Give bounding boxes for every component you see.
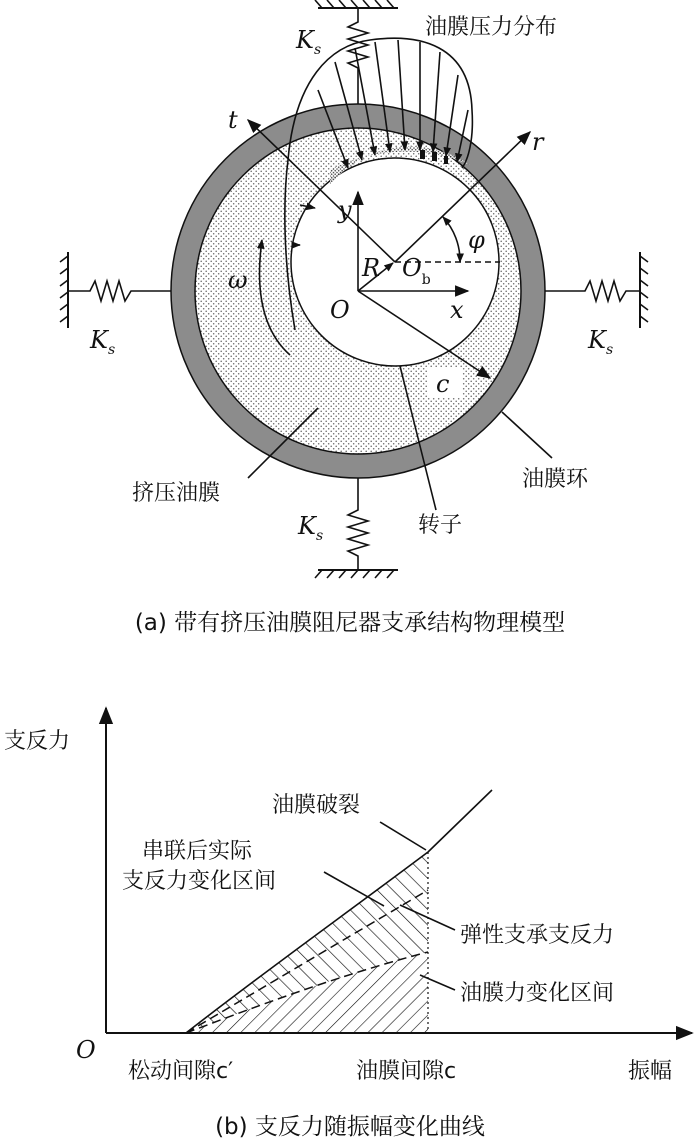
caption-b: (b) 支反力随振幅变化曲线 <box>215 1114 485 1140</box>
bottom-spring <box>315 478 398 578</box>
spring-label-bottom: $K_s$ <box>298 512 324 544</box>
clearance-label: c <box>436 370 450 398</box>
b-xlabel: 振幅 <box>628 1059 673 1084</box>
loose-clearance-label: 松动间隙c′ <box>128 1059 234 1084</box>
diagram-b <box>4 708 692 1140</box>
diagram-a <box>60 0 648 636</box>
b-origin: O <box>76 1036 96 1064</box>
r-label: r <box>532 128 544 156</box>
actual-range-leader <box>324 872 384 906</box>
oil-ring-label: 油膜环 <box>522 467 589 492</box>
left-spring <box>60 252 171 328</box>
spring-label-left: $K_s$ <box>90 326 116 358</box>
film-force-range-label: 油膜力变化区间 <box>460 981 615 1006</box>
oil-ring-leader <box>502 412 552 458</box>
caption-a: (a) 带有挤压油膜阻尼器支承结构物理模型 <box>134 610 566 636</box>
phi-label: φ <box>468 226 485 254</box>
y-label: y <box>338 196 352 224</box>
right-spring <box>545 252 648 328</box>
elastic-line-cont <box>428 790 492 852</box>
t-label: t <box>228 106 238 134</box>
squeeze-film-label: 挤压油膜 <box>132 481 221 506</box>
x-label: x <box>450 296 464 324</box>
spring-label-top: $K_s$ <box>296 26 322 58</box>
origin-label: O <box>330 296 350 324</box>
actual-range-label-1: 串联后实际 <box>142 839 253 864</box>
film-rupture-label: 油膜破裂 <box>272 793 361 818</box>
pressure-label: 油膜压力分布 <box>425 15 558 40</box>
rotor-label: 转子 <box>418 513 463 538</box>
radius-label: R <box>362 254 381 282</box>
actual-range-label-2: 支反力变化区间 <box>122 869 277 894</box>
rupture-leader <box>380 822 426 850</box>
center-label: $O_b$ <box>402 254 431 288</box>
spring-label-right: $K_s$ <box>588 326 614 358</box>
elastic-force-label: 弹性支承支反力 <box>460 923 615 948</box>
omega-label: ω <box>228 266 248 294</box>
film-clearance-label: 油膜间隙c <box>356 1059 457 1084</box>
b-ylabel: 支反力 <box>4 729 71 754</box>
